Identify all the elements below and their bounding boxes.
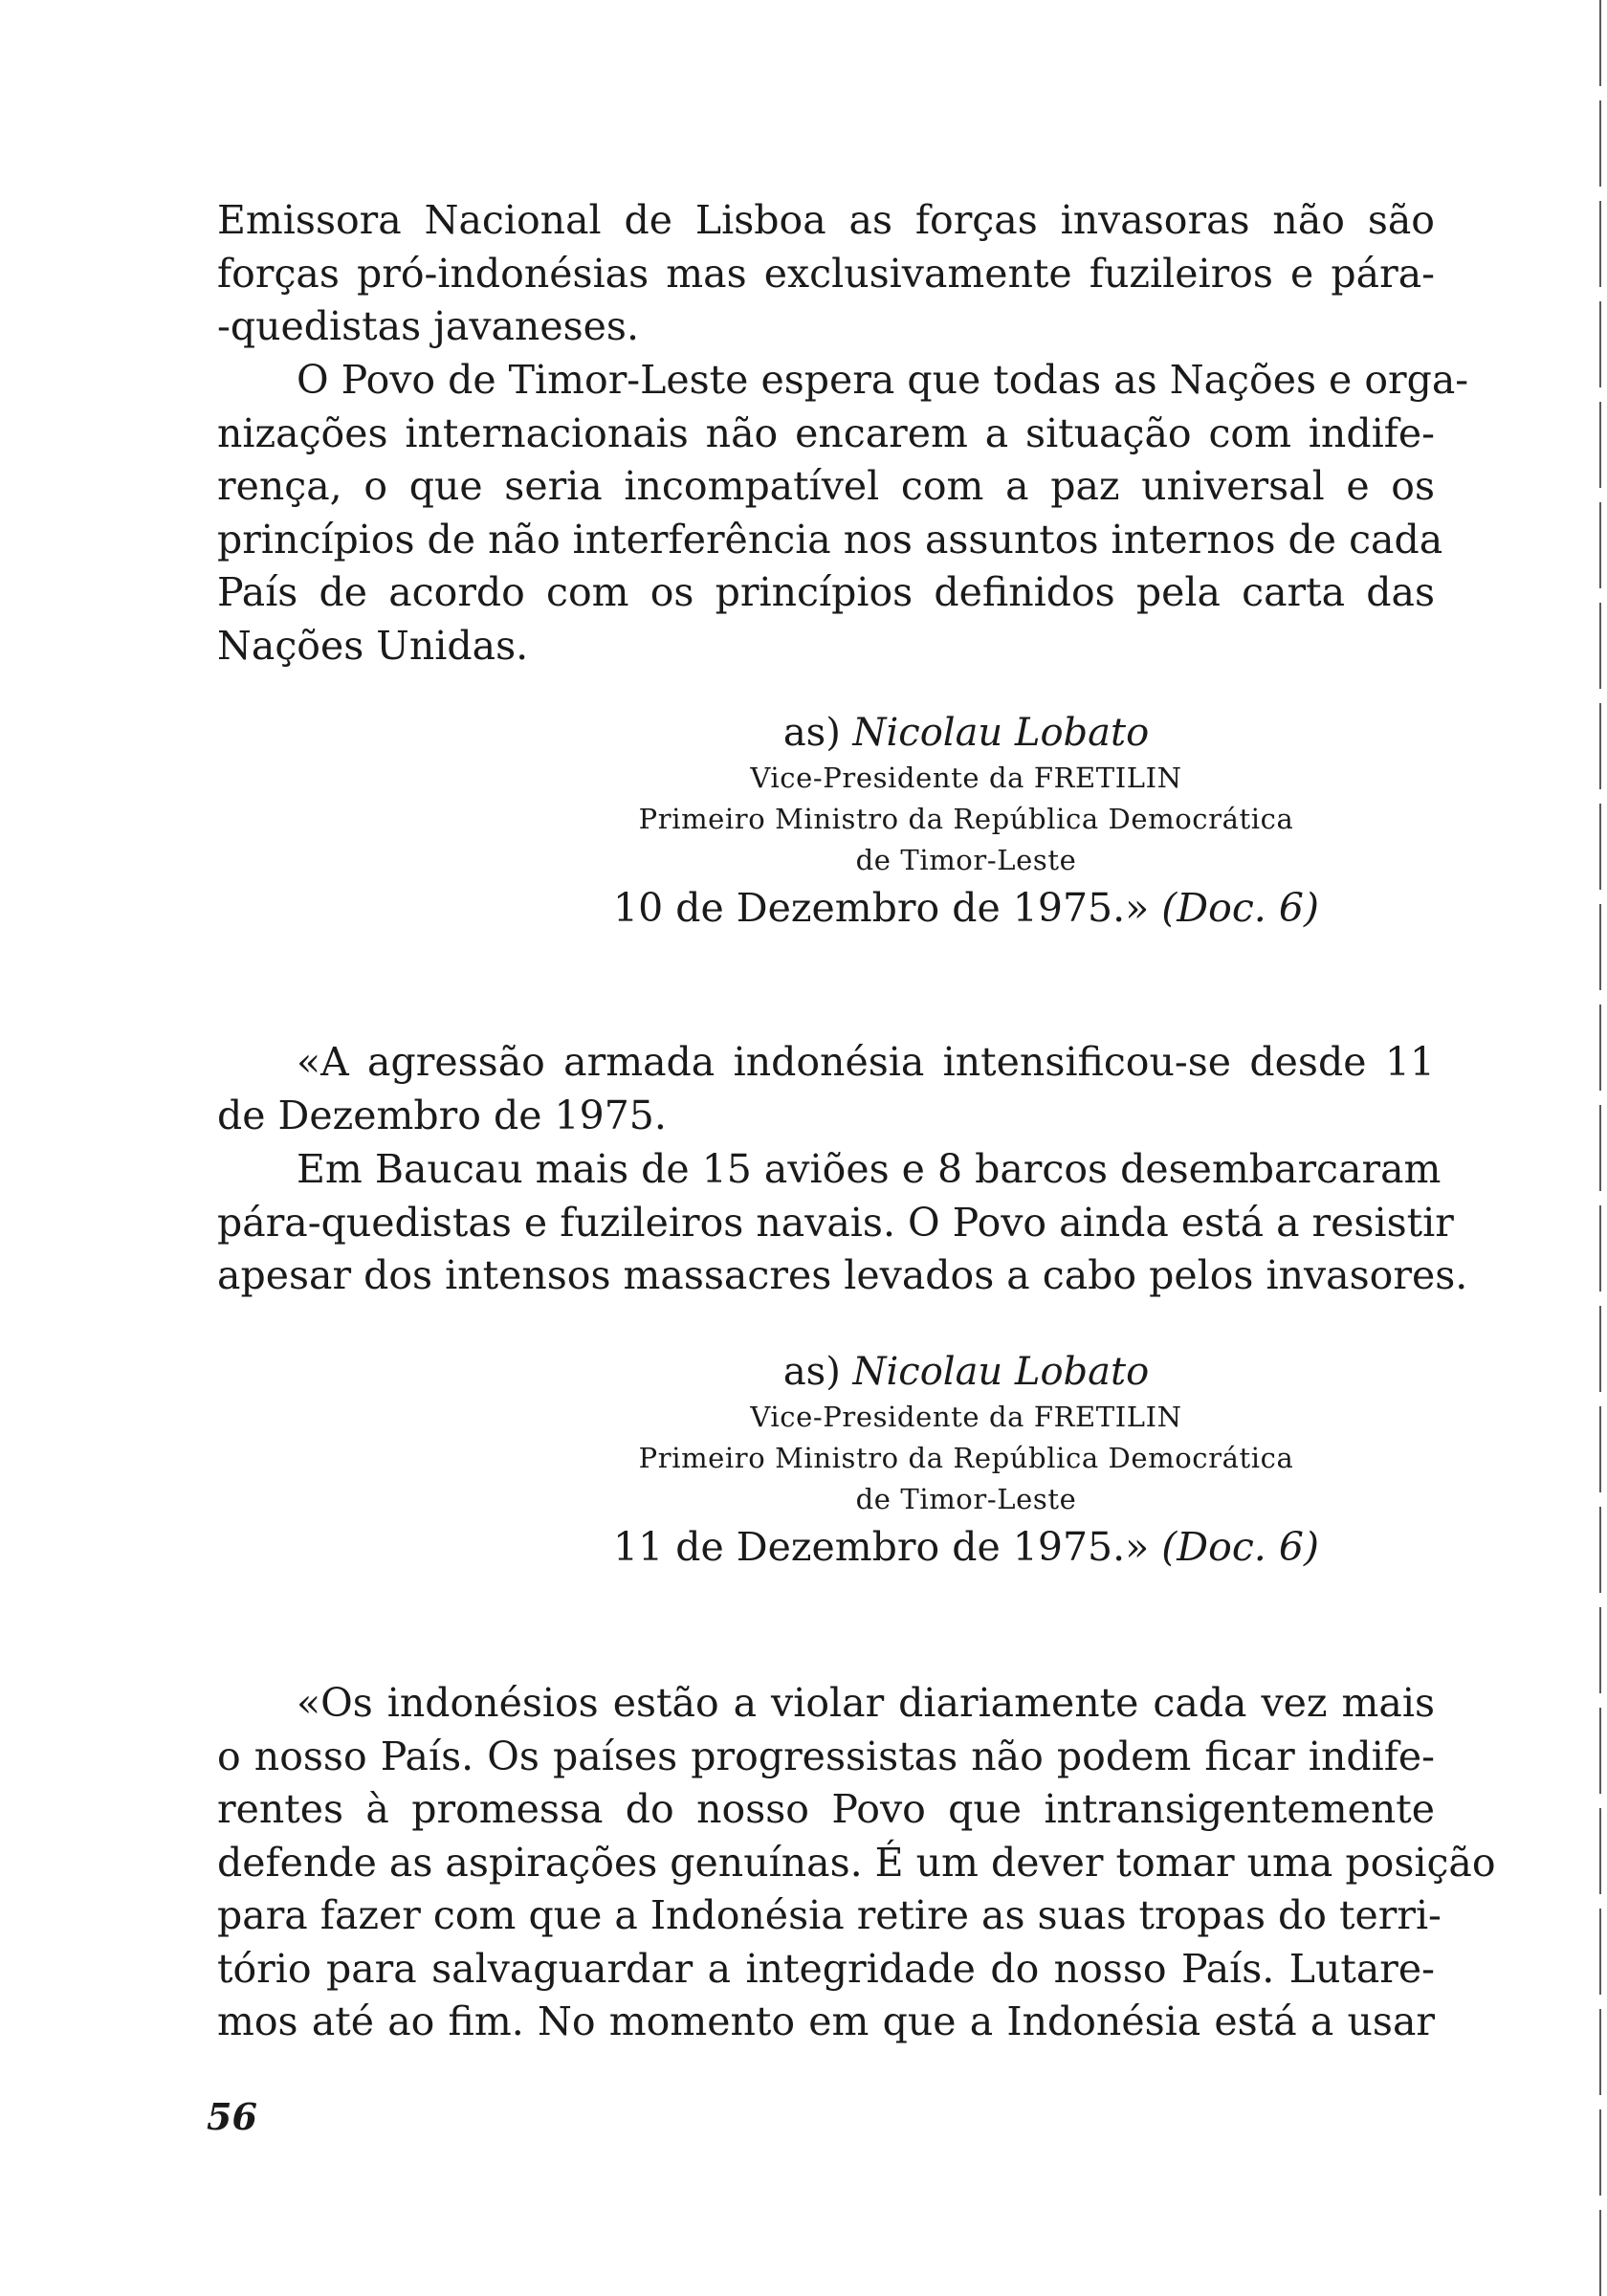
text-line: Nações Unidas. bbox=[217, 622, 529, 669]
signature-line bbox=[555, 708, 1377, 758]
text-line: Em Baucau mais de 15 aviões e 8 barcos desembarcaram bbox=[297, 1146, 1442, 1192]
text-line: Emissora Nacional de Lisboa as forças invasoras não são bbox=[217, 197, 1435, 243]
text-line: rença, o que seria incompatível com a paz universal e os bbox=[217, 463, 1435, 509]
paragraph-4 bbox=[217, 1143, 1468, 1303]
signature-block-2 bbox=[555, 1347, 1377, 1574]
signatory-role: Primeiro Ministro da República Democrática bbox=[638, 1442, 1294, 1474]
paragraph-3 bbox=[217, 1036, 1435, 1142]
signature-date bbox=[555, 1520, 1377, 1574]
text-line: apesar dos intensos massacres levados a cabo pelos invasores. bbox=[217, 1252, 1468, 1298]
text-line: País de acordo com os princípios definidos pela carta das bbox=[217, 569, 1435, 615]
signature-prefix: as) bbox=[782, 1350, 841, 1394]
text-line: o nosso País. Os países progressistas não podem ficar indife- bbox=[217, 1733, 1435, 1779]
text-line: forças pró-indonésias mas exclusivamente fuzileiros e pára- bbox=[217, 250, 1435, 297]
signature-block-1 bbox=[555, 708, 1377, 935]
text-line: rentes à promessa do nosso Povo que intransigentemente bbox=[217, 1786, 1435, 1832]
text-line: mos até ao fim. No momento em que a Indonésia está a usar bbox=[217, 1998, 1435, 2044]
text-line: de Dezembro de 1975. bbox=[217, 1092, 667, 1138]
signatory-role: de Timor-Leste bbox=[855, 844, 1077, 876]
signatory-role: Primeiro Ministro da República Democrática bbox=[638, 803, 1294, 835]
text-line: nizações internacionais não encarem a situação com indife- bbox=[217, 409, 1435, 456]
signatory-role: Vice-Presidente da FRETILIN bbox=[750, 762, 1182, 794]
signatory-name: Nicolau Lobato bbox=[852, 1350, 1150, 1394]
page-edge-line bbox=[1599, 0, 1601, 2296]
paragraph-5 bbox=[217, 1677, 1496, 2049]
text-line: «A agressão armada indonésia intensificou-se desde 11 bbox=[297, 1039, 1435, 1085]
text-line: tório para salvaguardar a integridade do nosso País. Lutare- bbox=[217, 1945, 1435, 1992]
signature-date bbox=[555, 881, 1377, 935]
text-line: princípios de não interferência nos assuntos internos de cada bbox=[217, 516, 1443, 563]
page-number: 56 bbox=[207, 2095, 257, 2138]
text-line: para fazer com que a Indonésia retire as suas tropas do terri- bbox=[217, 1892, 1442, 1938]
doc-reference: (Doc. 6) bbox=[1161, 885, 1319, 931]
date-text: 11 de Dezembro de 1975.» bbox=[613, 1524, 1150, 1570]
text-line: O Povo de Timor-Leste espera que todas as Nações e orga- bbox=[297, 357, 1469, 403]
paragraph-1 bbox=[217, 194, 1435, 354]
signatory-role: Vice-Presidente da FRETILIN bbox=[750, 1401, 1182, 1433]
text-line: defende as aspirações genuínas. É um dever tomar uma posição bbox=[217, 1839, 1496, 1886]
signatory-role: de Timor-Leste bbox=[855, 1483, 1077, 1515]
paragraph-2 bbox=[217, 354, 1469, 673]
text-line: -quedistas javaneses. bbox=[217, 303, 639, 349]
signature-prefix: as) bbox=[782, 711, 841, 755]
text-line: pára-quedistas e fuzileiros navais. O Povo ainda está a resistir bbox=[217, 1199, 1454, 1246]
signature-line bbox=[555, 1347, 1377, 1397]
date-text: 10 de Dezembro de 1975.» bbox=[613, 885, 1150, 931]
doc-reference: (Doc. 6) bbox=[1161, 1524, 1319, 1570]
signatory-name: Nicolau Lobato bbox=[852, 711, 1150, 755]
text-line: «Os indonésios estão a violar diariamente cada vez mais bbox=[297, 1680, 1435, 1726]
